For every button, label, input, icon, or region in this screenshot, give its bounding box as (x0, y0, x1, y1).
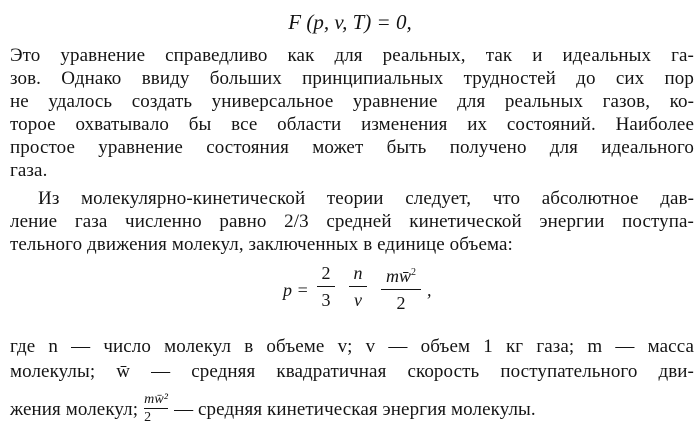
paragraph3-line-with-fraction (10, 393, 694, 428)
paragraph1-line: Это уравнение справедливо как для реальных, так и идеальных га- (10, 45, 694, 66)
fraction-kinetic-energy (381, 262, 421, 314)
paragraph1-line: торое охватывало бы все области изменения их состояний. Наиболее (10, 114, 694, 135)
fraction-denominator: v (354, 290, 362, 310)
fraction-n-over-v (349, 262, 367, 311)
fraction-numerator (381, 262, 421, 287)
state-equation: F (p, v, T) = 0, (288, 10, 412, 34)
fraction-denominator: 3 (321, 290, 331, 310)
fraction-numerator: 2 (321, 263, 331, 283)
numerator-exponent: 2 (411, 267, 416, 278)
paragraph2-line: Из молекулярно-кинетической теории следует, что абсолютное дав- (38, 188, 694, 209)
paragraph1-line: газа. (10, 160, 48, 181)
fraction-bar (381, 289, 421, 290)
paragraph1-line: простое уравнение состояния может быть получено для идеального (10, 137, 694, 158)
paragraph3-line: где n — число молекул в объеме v; v — объем 1 кг газа; m — масса (10, 336, 694, 357)
fraction-bar (317, 286, 335, 287)
line3-start: жения молекул; (10, 398, 139, 420)
fraction-denominator: 2 (396, 293, 406, 313)
paragraph3-line: молекулы; w̄ — средняя квадратичная скорость поступательного дви- (10, 361, 694, 382)
fraction-denominator: 2 (144, 410, 152, 425)
inline-fraction-energy (144, 391, 168, 426)
paragraph1-line: зов. Однако ввиду больших принципиальных трудностей до сих пор (10, 68, 694, 89)
line3-end: — средняя кинетическая энергия молекулы. (174, 398, 536, 420)
formula-comma: , (427, 280, 432, 300)
paragraph2-line: тельного движения молекул, заключенных в единице объема: (10, 234, 513, 255)
fraction-bar (349, 286, 367, 287)
paragraph1-line: не удалось создать универсальное уравнение для реальных газов, ко- (10, 91, 694, 112)
formula-lhs: p = (283, 280, 309, 300)
fraction-numerator: mw̄² (144, 392, 169, 407)
numerator-text: mw̄ (385, 266, 411, 286)
fraction-numerator: n (353, 263, 363, 283)
fraction-two-thirds (317, 262, 335, 311)
paragraph2-line: ление газа численно равно 2/3 средней кинетической энергии поступа- (10, 211, 694, 232)
